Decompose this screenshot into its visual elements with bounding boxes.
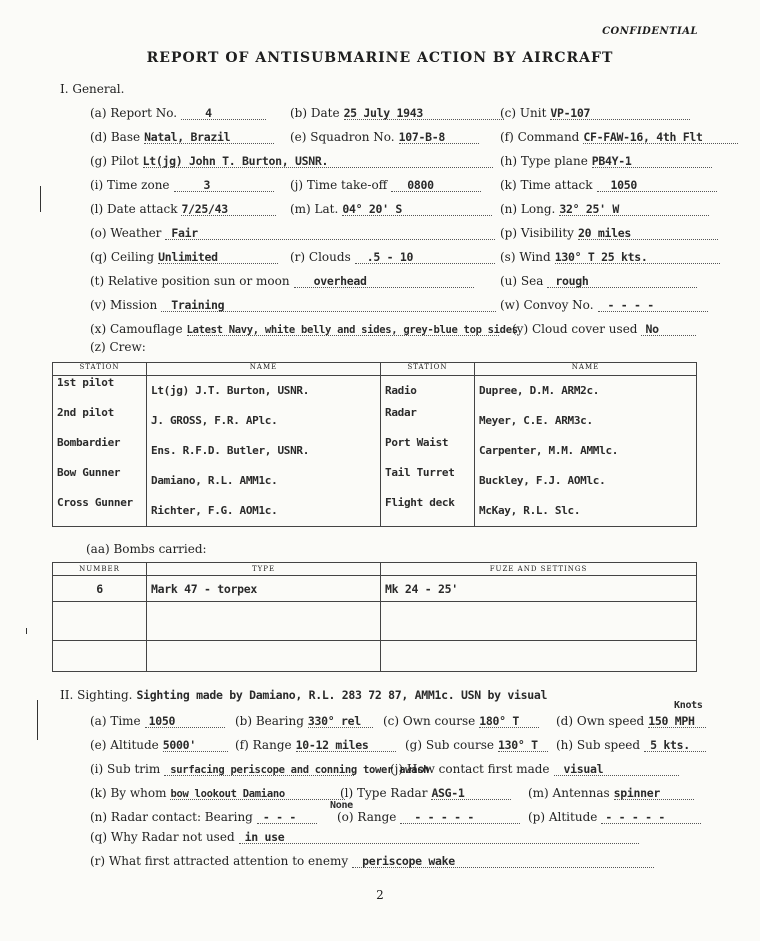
field-pilot: (g) Pilot Lt(jg) John T. Burton, USNR. [90, 154, 493, 168]
bomb-type: Mark 47 - torpex [147, 576, 381, 602]
field-date-attack: (l) Date attack 7/25/43 [90, 202, 276, 216]
crew-name: Lt(jg) J.T. Burton, USNR. [151, 384, 310, 397]
crew-name: Meyer, C.E. ARM3c. [479, 414, 593, 427]
field-antennas: (m) Antennas spinner [528, 786, 694, 800]
field-radar-range: (o) Range - - - - - [337, 810, 520, 824]
field-radar-altitude: (p) Altitude - - - - - [528, 810, 701, 824]
bomb-row-empty [53, 641, 697, 672]
crew-name: J. GROSS, F.R. APlc. [151, 414, 278, 427]
confidential-stamp: CONFIDENTIAL [602, 26, 698, 37]
field-own-speed: (d) Own speed 150 MPH [556, 714, 706, 728]
margin-mark [40, 186, 41, 212]
crew-name: Ens. R.F.D. Butler, USNR. [151, 444, 310, 457]
field-altitude: (e) Altitude 5000' [90, 738, 228, 752]
crew-name: Carpenter, M.M. AMMlc. [479, 444, 619, 457]
col-name: NAME [147, 363, 381, 376]
crew-station: Bombardier [57, 436, 121, 449]
crew-names-left [147, 376, 381, 527]
field-crew: (z) Crew: [90, 340, 146, 354]
general-heading: I. General. [60, 82, 125, 96]
margin-mark [26, 628, 27, 634]
field-cloud-cover: (y) Cloud cover used No [512, 322, 696, 336]
field-squadron: (e) Squadron No. 107-B-8 [290, 130, 479, 144]
own-speed-note: Knots [674, 700, 703, 711]
crew-stations-left [53, 376, 147, 527]
bomb-row [53, 576, 697, 602]
field-report-no: (a) Report No. 4 [90, 106, 266, 120]
field-mission: (v) Mission Training [90, 298, 496, 312]
field-date: (b) Date 25 July 1943 [290, 106, 504, 120]
field-radar-bearing: (n) Radar contact: Bearing - - - [90, 810, 317, 824]
crew-name: Richter, F.G. AOM1c. [151, 504, 278, 517]
crew-station: Port Waist [385, 436, 449, 449]
bombs-header-row [53, 563, 697, 576]
crew-station: Radio [385, 384, 417, 397]
crew-body-row [53, 376, 697, 527]
field-camouflage: (x) Camouflage Latest Navy, white belly and sides, grey-blue top sides [90, 322, 518, 336]
sighting-intro-text: Sighting made by Damiano, R.L. 283 72 87, AMM1c. USN by visual [136, 688, 548, 702]
crew-names-right [475, 376, 697, 527]
crew-station: Cross Gunner [57, 496, 133, 509]
crew-station: Radar [385, 406, 417, 419]
crew-station: 1st pilot [57, 376, 114, 389]
field-convoy: (w) Convoy No. - - - - [500, 298, 708, 312]
report-title: REPORT OF ANTISUBMARINE ACTION BY AIRCRAFT [146, 50, 614, 66]
crew-name: Buckley, F.J. AOMlc. [479, 474, 606, 487]
field-clouds: (r) Clouds .5 - 10 [290, 250, 495, 264]
field-weather: (o) Weather Fair [90, 226, 495, 240]
field-sub-course: (g) Sub course 130° T [405, 738, 548, 752]
field-type-plane: (h) Type plane PB4Y-1 [500, 154, 712, 168]
crew-station: Flight deck [385, 496, 455, 509]
col-station: STATION [53, 363, 147, 376]
crew-table [52, 362, 697, 527]
field-visibility: (p) Visibility 20 miles [500, 226, 718, 240]
field-sea: (u) Sea rough [500, 274, 697, 288]
margin-mark [37, 700, 38, 740]
field-by-whom: (k) By whom bow lookout Damiano [90, 786, 345, 800]
crew-station: Bow Gunner [57, 466, 121, 479]
field-time-takeoff: (j) Time take-off 0800 [290, 178, 481, 192]
page-number: 2 [376, 888, 384, 902]
col-station-2: STATION [381, 363, 475, 376]
sighting-intro [60, 688, 547, 702]
field-bearing: (b) Bearing 330° rel [235, 714, 373, 728]
sighting-heading: II. Sighting. [60, 688, 133, 702]
bomb-row-empty [53, 602, 697, 641]
field-wind: (s) Wind 130° T 25 kts. [500, 250, 720, 264]
field-time-zone: (i) Time zone 3 [90, 178, 274, 192]
field-sub-trim: (i) Sub trim surfacing periscope and conning tower awash [90, 762, 430, 776]
field-type-radar: (l) Type Radar ASG-1 [340, 786, 511, 800]
field-time-attack: (k) Time attack 1050 [500, 178, 717, 192]
field-own-course: (c) Own course 180° T [383, 714, 539, 728]
crew-header-row [53, 363, 697, 376]
field-long: (n) Long. 32° 25' W [500, 202, 709, 216]
bomb-fuze: Mk 24 - 25' [381, 576, 697, 602]
bombs-carried-label: (aa) Bombs carried: [86, 542, 207, 556]
col-name-2: NAME [475, 363, 697, 376]
bombs-table [52, 562, 697, 672]
field-lat: (m) Lat. 04° 20' S [290, 202, 492, 216]
crew-stations-right [381, 376, 475, 527]
field-contact-method: (j) How contact first made visual [390, 762, 679, 776]
col-fuze: FUZE AND SETTINGS [381, 563, 697, 576]
crew-name: Dupree, D.M. ARM2c. [479, 384, 600, 397]
field-base: (d) Base Natal, Brazil [90, 130, 274, 144]
field-sighting-time: (a) Time 1050 [90, 714, 225, 728]
col-type: TYPE [147, 563, 381, 576]
field-first-attracted: (r) What first attracted attention to enemy periscope wake [90, 854, 654, 868]
bomb-number: 6 [53, 576, 147, 602]
field-sun-position: (t) Relative position sun or moon overhead [90, 274, 474, 288]
field-unit: (c) Unit VP-107 [500, 106, 690, 120]
crew-name: McKay, R.L. Slc. [479, 504, 581, 517]
field-ceiling: (q) Ceiling Unlimited [90, 250, 278, 264]
crew-station: 2nd pilot [57, 406, 114, 419]
field-range: (f) Range 10-12 miles [235, 738, 396, 752]
radar-contact-note: None [330, 800, 353, 811]
crew-name: Damiano, R.L. AMM1c. [151, 474, 278, 487]
crew-station: Tail Turret [385, 466, 455, 479]
col-number: NUMBER [53, 563, 147, 576]
field-command: (f) Command CF-FAW-16, 4th Flt [500, 130, 738, 144]
field-why-radar: (q) Why Radar not used in use [90, 830, 639, 844]
field-sub-speed: (h) Sub speed 5 kts. [556, 738, 706, 752]
